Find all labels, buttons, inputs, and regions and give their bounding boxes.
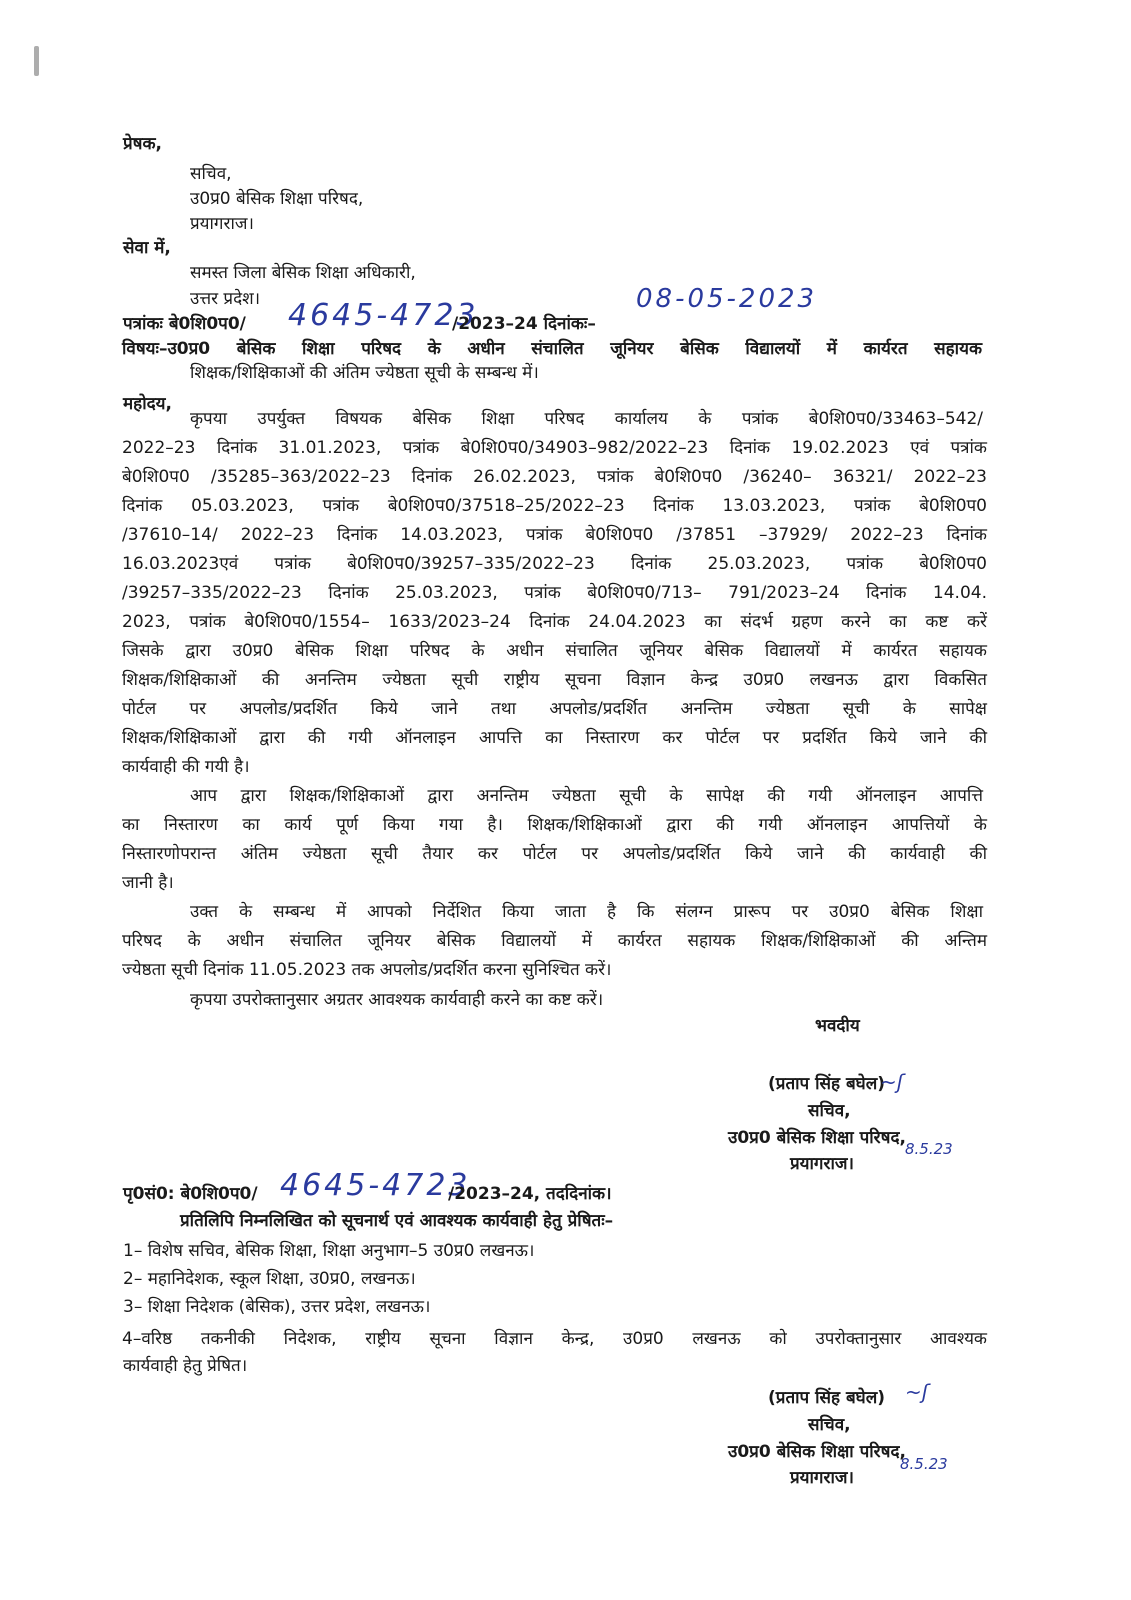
para1-line: /37610–14/ 2022–23 दिनांक 14.03.2023, पत्रांक बे0शि0प0 /37851 –37929/ 2022–23 दिनांक bbox=[122, 525, 987, 545]
closing-text: भवदीय bbox=[815, 1016, 860, 1036]
para1-line: पोर्टल पर अपलोड/प्रदर्शित किये जाने तथा अपलोड/प्रदर्शित अनन्तिम ज्येष्ठता सूची के सापेक्ष bbox=[122, 699, 987, 719]
signatory-designation: सचिव, bbox=[808, 1101, 851, 1121]
para2-line: जानी है। bbox=[122, 873, 174, 893]
signatory-name: (प्रताप सिंह बघेल) bbox=[768, 1074, 885, 1094]
signature-scribble: ~ʃ bbox=[880, 1070, 904, 1094]
signatory-org-2: उ0प्र0 बेसिक शिक्षा परिषद, bbox=[728, 1442, 906, 1462]
para2-line: निस्तारणोपरान्त अंतिम ज्येष्ठता सूची तैयार कर पोर्टल पर अपलोड/प्रदर्शित किये जाने की कार्यवाही की bbox=[122, 844, 987, 864]
para1-line: शिक्षक/शिक्षिकाओं की अनन्तिम ज्येष्ठता सूची राष्ट्रीय सूचना विज्ञान केन्द्र उ0प्र0 लखनऊ द्वारा विकसित bbox=[122, 670, 987, 690]
ref-number-handwritten: 4645-4723 bbox=[288, 298, 479, 333]
copy-item: 1– विशेष सचिव, बेसिक शिक्षा, शिक्षा अनुभाग–5 उ0प्र0 लखनऊ। bbox=[123, 1241, 535, 1261]
para1-line: 2022–23 दिनांक 31.01.2023, पत्रांक बे0शि0प0/34903–982/2022–23 दिनांक 19.02.2023 एवं पत्रांक bbox=[122, 438, 987, 458]
salutation: महोदय, bbox=[123, 394, 172, 414]
copy-item: 2– महानिदेशक, स्कूल शिक्षा, उ0प्र0, लखनऊ। bbox=[123, 1269, 416, 1289]
para2-line: का निस्तारण का कार्य पूर्ण किया गया है। शिक्षक/शिक्षिकाओं द्वारा की गयी ऑनलाइन आपत्तियों के bbox=[122, 815, 987, 835]
endorsement-ref-prefix: पृ0सं0: बे0शि0प0/ bbox=[123, 1184, 258, 1204]
copy-item-4-line-2: कार्यवाही हेतु प्रेषित। bbox=[123, 1356, 248, 1376]
para1-line: शिक्षक/शिक्षिकाओं द्वारा की गयी ऑनलाइन आपत्ति का निस्तारण कर पोर्टल पर प्रदर्शित किये जाने की bbox=[122, 728, 987, 748]
to-line-2: उत्तर प्रदेश। bbox=[190, 289, 261, 309]
signatory-place: प्रयागराज। bbox=[790, 1154, 854, 1174]
para1-line: कृपया उपर्युक्त विषयक बेसिक शिक्षा परिषद कार्यालय के पत्रांक बे0शि0प0/33463–542/ bbox=[190, 409, 983, 429]
para1-line: कार्यवाही की गयी है। bbox=[122, 757, 250, 777]
para3-line: उक्त के सम्बन्ध में आपको निर्देशित किया जाता है कि संलग्न प्रारूप पर उ0प्र0 बेसिक शिक्षा bbox=[190, 902, 983, 922]
copy-item-4-line-1: 4–वरिष्ठ तकनीकी निदेशक, राष्ट्रीय सूचना विज्ञान केन्द्र, उ0प्र0 लखनऊ को उपरोक्तानुसार आवश्यक bbox=[122, 1329, 987, 1349]
signatory-org: उ0प्र0 बेसिक शिक्षा परिषद, bbox=[728, 1128, 906, 1148]
para1-line: 2023, पत्रांक बे0शि0प0/1554– 1633/2023–24 दिनांक 24.04.2023 का संदर्भ ग्रहण करने का कष्ट करें bbox=[122, 612, 987, 632]
signature-date-handwritten: 8.5.23 bbox=[905, 1140, 953, 1158]
para1-line: बे0शि0प0 /35285–363/2022–23 दिनांक 26.02.2023, पत्रांक बे0शि0प0 /36240– 36321/ 2022–23 bbox=[122, 467, 987, 487]
endorsement-ref-suffix: /2023–24, तददिनांक। bbox=[448, 1184, 612, 1204]
signatory-place-2: प्रयागराज। bbox=[790, 1468, 854, 1488]
signatory-designation-2: सचिव, bbox=[808, 1415, 851, 1435]
signature-date-handwritten-2: 8.5.23 bbox=[900, 1455, 948, 1473]
ref-prefix: पत्रांकः बे0शि0प0/ bbox=[123, 314, 246, 334]
signature-scribble-2: ~ʃ bbox=[905, 1380, 929, 1404]
subject-line-2: शिक्षक/शिक्षिकाओं की अंतिम ज्येष्ठता सूची के सम्बन्ध में। bbox=[190, 363, 539, 383]
signatory-name-2: (प्रताप सिंह बघेल) bbox=[768, 1388, 885, 1408]
ref-suffix: /2023–24 दिनांकः– bbox=[452, 314, 596, 334]
scan-mark bbox=[34, 46, 39, 76]
sender-label: प्रेषक, bbox=[123, 134, 163, 154]
sender-line-3: प्रयागराज। bbox=[190, 214, 254, 234]
para1-line: जिसके द्वारा उ0प्र0 बेसिक शिक्षा परिषद के अधीन संचालित जूनियर बेसिक विद्यालयों में कार्यरत सहायक bbox=[122, 641, 987, 661]
sender-line-2: उ0प्र0 बेसिक शिक्षा परिषद, bbox=[190, 189, 364, 209]
copy-item: 3– शिक्षा निदेशक (बेसिक), उत्तर प्रदेश, लखनऊ। bbox=[123, 1297, 431, 1317]
para1-line: 16.03.2023एवं पत्रांक बे0शि0प0/39257–335/2022–23 दिनांक 25.03.2023, पत्रांक बे0शि0प0 bbox=[122, 554, 987, 574]
para2-line: आप द्वारा शिक्षक/शिक्षिकाओं द्वारा अनन्तिम ज्येष्ठता सूची के सापेक्ष की गयी ऑनलाइन आपत्ति bbox=[190, 786, 983, 806]
to-line-1: समस्त जिला बेसिक शिक्षा अधिकारी, bbox=[190, 263, 416, 283]
ref-date-handwritten: 08-05-2023 bbox=[636, 284, 818, 314]
sender-line-1: सचिव, bbox=[190, 164, 232, 184]
para1-line: दिनांक 05.03.2023, पत्रांक बे0शि0प0/37518–25/2022–23 दिनांक 13.03.2023, पत्रांक बे0शि0प0 bbox=[122, 496, 987, 516]
para3-line: ज्येष्ठता सूची दिनांक 11.05.2023 तक अपलोड/प्रदर्शित करना सुनिश्चित करें। bbox=[122, 960, 612, 980]
para3-line: परिषद के अधीन संचालित जूनियर बेसिक विद्यालयों में कार्यरत सहायक शिक्षक/शिक्षिकाओं की अन्तिम bbox=[122, 931, 987, 951]
to-label: सेवा में, bbox=[123, 238, 171, 258]
endorsement-ref-number-handwritten: 4645-4723 bbox=[280, 1168, 471, 1203]
para4-line: कृपया उपरोक्तानुसार अग्रतर आवश्यक कार्यवाही करने का कष्ट करें। bbox=[190, 990, 604, 1010]
subject-line-1: विषयः–उ0प्र0 बेसिक शिक्षा परिषद के अधीन संचालित जूनियर बेसिक विद्यालयों में कार्यरत सहायक bbox=[122, 339, 982, 359]
endorsement-heading: प्रतिलिपि निम्नलिखित को सूचनार्थ एवं आवश्यक कार्यवाही हेतु प्रेषितः– bbox=[180, 1211, 614, 1231]
para1-line: /39257–335/2022–23 दिनांक 25.03.2023, पत्रांक बे0शि0प0/713– 791/2023–24 दिनांक 14.04. bbox=[122, 583, 987, 603]
